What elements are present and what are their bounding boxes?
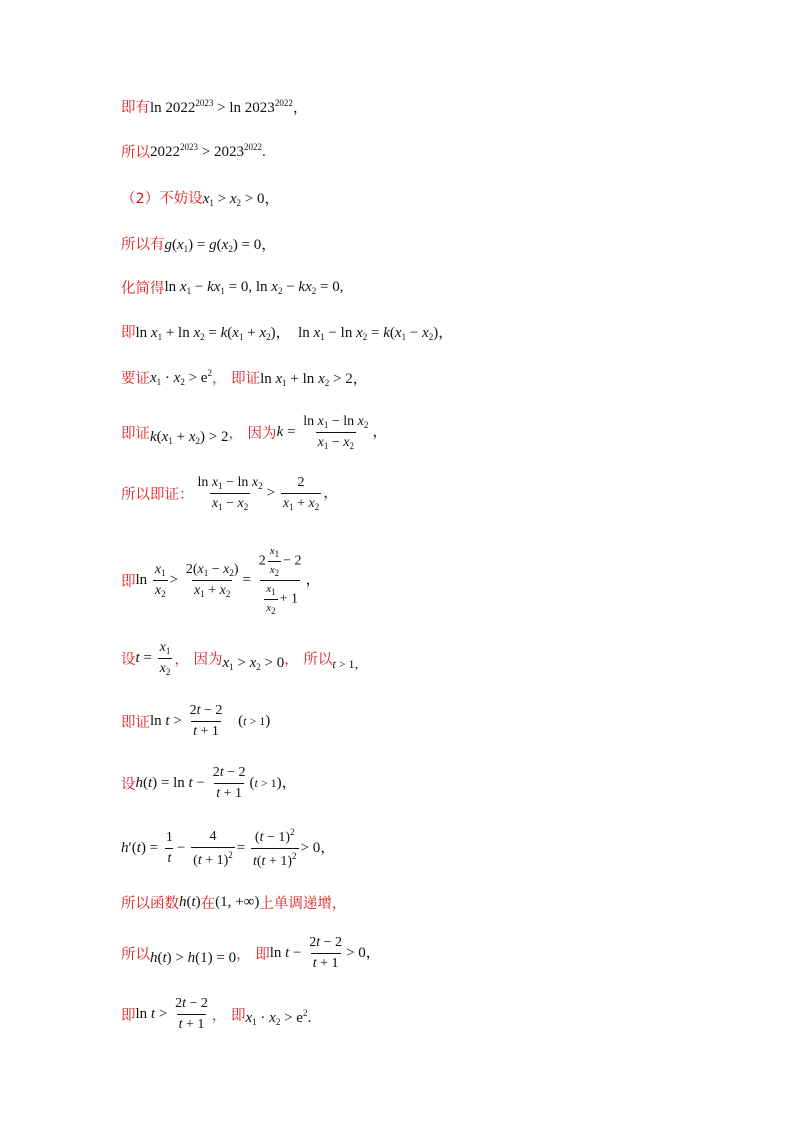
formula: (1, +∞) — [215, 894, 260, 910]
formula: $\ln x_1 + \ln x_2 > 2$， — [260, 371, 368, 388]
line-3 — [121, 187, 280, 208]
text: 所以即证： — [121, 487, 194, 503]
formula: ln t > $\frac{2t - 2}{t + 1}$ — [135, 996, 208, 1032]
text: 即 — [121, 325, 136, 341]
text: 即有 — [121, 100, 150, 116]
formula: h(t) = ln t − $\frac{2t - 2}{t + 1}$ (t > 1)， — [135, 765, 297, 801]
line-12 — [121, 703, 270, 740]
text: 所以 — [121, 145, 150, 161]
formula: t > 1， — [332, 657, 367, 671]
formula: $\ln 2022^{2023} > \ln 2023^{2022}$， — [150, 98, 308, 116]
line-13 — [121, 765, 297, 802]
text: 即证 — [121, 426, 150, 442]
text: 即 — [121, 1008, 136, 1024]
text: 设 — [121, 777, 136, 793]
formula: ln t − $\frac{2t - 2}{t + 1}$ > 0， — [269, 935, 381, 971]
formula: h(t) > h(1) = 0 — [150, 950, 237, 966]
line-11 — [121, 640, 366, 677]
formula: ln $\frac{x_1}{x_2}$ > $\frac{2(x_1 - x_2)}{x_1 + x_2}$ = 2 $\frac{x_1}{x_2}$ − 2 $\frac{x_1}{x_2}$ + 1 ， — [135, 545, 321, 616]
formula: $g(x_1) = g(x_2) = 0$， — [164, 237, 277, 254]
text: 要证 — [121, 371, 150, 387]
text: 在 — [200, 896, 216, 912]
text: ， 所以 — [284, 652, 333, 668]
line-8 — [121, 414, 387, 451]
text: 所以有 — [121, 237, 165, 253]
text: 上单调递增， — [259, 896, 347, 912]
formula: $2022^{2023} > 2023^{2022}$. — [150, 142, 266, 160]
line-4 — [121, 233, 276, 254]
text: 即 — [121, 574, 136, 590]
formula: $x_1 \cdot x_2 > e^2$ — [150, 368, 212, 387]
line-1 — [121, 96, 308, 117]
formula: h(t) — [179, 894, 201, 910]
text: ， 即证 — [211, 371, 261, 387]
text: 所以 — [121, 947, 150, 963]
formula: $\frac{\ln x_1 - \ln x_2}{x_1 - x_2}$ > $\frac{2}{x_1 + x_2}$ ， — [197, 475, 339, 512]
line-10 — [121, 545, 321, 616]
text: ， 即 — [236, 947, 270, 963]
line-15 — [121, 892, 346, 913]
text: 所以函数 — [121, 896, 179, 912]
formula: h′(t) = $\frac{1}{t}$ − $\frac{4}{(t + 1)^2}$ = $\frac{(t - 1)^2}{t(t + 1)^2}$ > 0， — [121, 827, 336, 869]
line-9 — [121, 475, 338, 512]
text: ， 因为 — [228, 426, 277, 442]
line-7 — [121, 367, 368, 388]
line-5 — [121, 277, 343, 298]
formula: $x_1 \cdot x_2 > e^2$. — [245, 1008, 312, 1027]
line-14 — [121, 827, 335, 870]
text: ， 因为 — [174, 652, 223, 668]
line-17 — [121, 996, 311, 1033]
formula: $\ln x_1 - kx_1 = 0$, $\ln x_2 - kx_2 = 0$, — [164, 279, 344, 296]
text: 化简得 — [121, 281, 165, 297]
formula: t = $\frac{x_1}{x_2}$ — [135, 640, 171, 677]
line-16 — [121, 935, 381, 972]
formula: $k(x_1 + x_2) > 2$ — [150, 429, 229, 446]
line-2 — [121, 141, 266, 162]
text: 设 — [121, 652, 136, 668]
line-6 — [121, 321, 453, 342]
text: （2）不妨设 — [121, 191, 203, 207]
formula: ln t > $\frac{2t - 2}{t + 1}$ (t > 1) — [150, 703, 271, 739]
formula: $x_1 > x_2 > 0$， — [202, 191, 280, 208]
text: 即证 — [121, 715, 150, 731]
formula: k = $\frac{\ln x_1 - \ln x_2}{x_1 - x_2}$ ， — [276, 414, 388, 451]
formula: $\ln x_1 + \ln x_2 = k(x_1 + x_2)$， $\ln x_1 - \ln x_2 = k(x_1 - x_2)$， — [135, 325, 454, 342]
formula: $x_1 > x_2 > 0$ — [222, 655, 285, 672]
text: ， 即 — [211, 1008, 246, 1024]
